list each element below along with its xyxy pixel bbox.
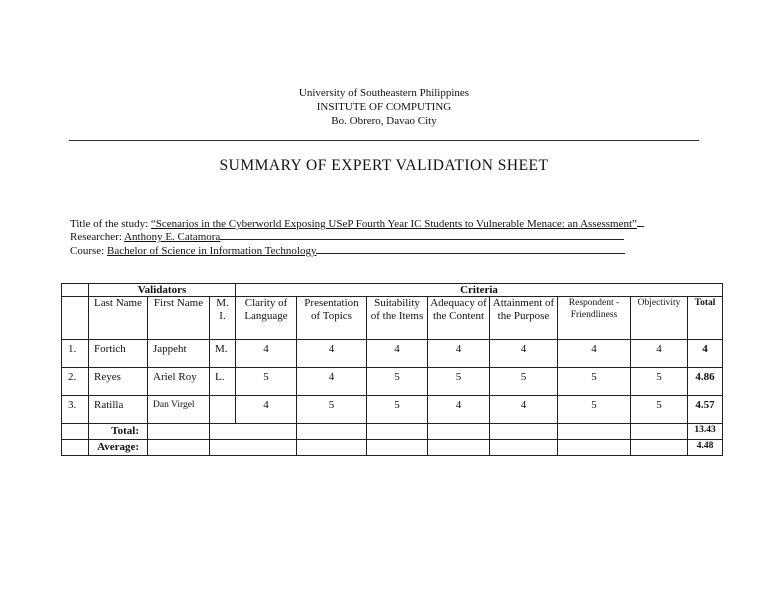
- row-number: 2.: [62, 368, 89, 396]
- table-row: [62, 396, 723, 424]
- last-name-cell: Fortich: [89, 340, 148, 368]
- average-row: [62, 440, 723, 456]
- attainment-cell: 5: [490, 368, 558, 396]
- average-value: 4.48: [688, 440, 723, 456]
- first-name-cell: Ariel Roy: [148, 368, 210, 396]
- empty-cell: [631, 424, 688, 440]
- empty-cell: [148, 424, 210, 440]
- average-label: Average:: [89, 440, 148, 456]
- empty-cell: [490, 440, 558, 456]
- col-attainment: Attainment of the Purpose: [490, 297, 558, 340]
- clarity-cell: 4: [236, 340, 297, 368]
- first-name-cell: Dan Virgel: [148, 396, 210, 424]
- empty-cell: [428, 440, 490, 456]
- researcher-line: [70, 229, 624, 244]
- course-fill: [316, 243, 625, 254]
- col-adequacy: Adequacy of the Content: [428, 297, 490, 340]
- attainment-cell: 4: [490, 340, 558, 368]
- total-cell: 4.57: [688, 396, 723, 424]
- first-name-cell: Jappeht: [148, 340, 210, 368]
- last-name-cell: Reyes: [89, 368, 148, 396]
- group-criteria: Criteria: [236, 284, 723, 297]
- clarity-cell: 5: [236, 368, 297, 396]
- researcher-label: Researcher:: [70, 231, 125, 243]
- empty-cell: [558, 440, 631, 456]
- col-suitability: Suitability of the Items: [367, 297, 428, 340]
- mi-cell: L.: [210, 368, 236, 396]
- total-row: [62, 424, 723, 440]
- researcher-fill: [220, 229, 624, 240]
- objectivity-cell: 5: [631, 396, 688, 424]
- empty-cell: [428, 424, 490, 440]
- validation-table: [61, 283, 723, 456]
- empty-cell: [490, 424, 558, 440]
- clarity-cell: 4: [236, 396, 297, 424]
- col-last-name: Last Name: [89, 297, 148, 340]
- table-group-header: [62, 284, 723, 297]
- study-title-value: “Scenarios in the Cyberworld Exposing USeP Fourth Year IC Students to Vulnerable Menace: an Assessment”: [150, 218, 637, 230]
- suitability-cell: 5: [367, 368, 428, 396]
- respondent-cell: 4: [558, 340, 631, 368]
- group-validators: Validators: [89, 284, 236, 297]
- empty-cell: [367, 424, 428, 440]
- average-row-blank: [62, 440, 89, 456]
- empty-cell: [558, 424, 631, 440]
- col-mi: M. I.: [210, 297, 236, 340]
- objectivity-cell: 4: [631, 340, 688, 368]
- suitability-cell: 5: [367, 396, 428, 424]
- mi-cell: [210, 396, 236, 424]
- mi-cell: M.: [210, 340, 236, 368]
- empty-cell: [148, 440, 210, 456]
- empty-cell: [631, 440, 688, 456]
- study-title-label: Title of the study:: [70, 218, 151, 230]
- row-number: 1.: [62, 340, 89, 368]
- table-column-header: [62, 297, 723, 340]
- suitability-cell: 4: [367, 340, 428, 368]
- respondent-cell: 5: [558, 368, 631, 396]
- total-label: Total:: [89, 424, 148, 440]
- adequacy-cell: 4: [428, 340, 490, 368]
- respondent-cell: 5: [558, 396, 631, 424]
- presentation-cell: 4: [297, 368, 367, 396]
- table-row: [62, 368, 723, 396]
- group-blank-cell: [62, 284, 89, 297]
- empty-cell: [210, 424, 297, 440]
- table-row: [62, 340, 723, 368]
- researcher-value: Anthony E. Catamora: [124, 231, 221, 243]
- row-number: 3.: [62, 396, 89, 424]
- col-objectivity: Objectivity: [631, 297, 688, 340]
- presentation-cell: 4: [297, 340, 367, 368]
- empty-cell: [297, 424, 367, 440]
- study-title-fill: [637, 216, 644, 227]
- course-value: Bachelor of Science in Information Technology: [106, 245, 317, 257]
- col-total: Total: [688, 297, 723, 340]
- total-cell: 4: [688, 340, 723, 368]
- grand-total-value: 13.43: [688, 424, 723, 440]
- course-label: Course:: [70, 245, 107, 257]
- adequacy-cell: 4: [428, 396, 490, 424]
- total-cell: 4.86: [688, 368, 723, 396]
- university-name: University of Southeastern Philippines: [298, 87, 470, 99]
- course-line: [70, 243, 625, 258]
- col-no-blank: [62, 297, 89, 340]
- institute-name: INSITUTE OF COMPUTING: [316, 101, 452, 113]
- objectivity-cell: 5: [631, 368, 688, 396]
- document-title: SUMMARY OF EXPERT VALIDATION SHEET: [219, 157, 549, 174]
- empty-cell: [297, 440, 367, 456]
- address: Bo. Obrero, Davao City: [331, 115, 437, 127]
- attainment-cell: 4: [490, 396, 558, 424]
- header-divider: [69, 140, 699, 141]
- empty-cell: [367, 440, 428, 456]
- presentation-cell: 5: [297, 396, 367, 424]
- col-presentation: Presentation of Topics: [297, 297, 367, 340]
- total-row-blank: [62, 424, 89, 440]
- col-first-name: First Name: [148, 297, 210, 340]
- col-respondent: Respondent - Friendliness: [558, 297, 631, 340]
- last-name-cell: Ratilla: [89, 396, 148, 424]
- col-clarity: Clarity of Language: [236, 297, 297, 340]
- adequacy-cell: 5: [428, 368, 490, 396]
- empty-cell: [210, 440, 297, 456]
